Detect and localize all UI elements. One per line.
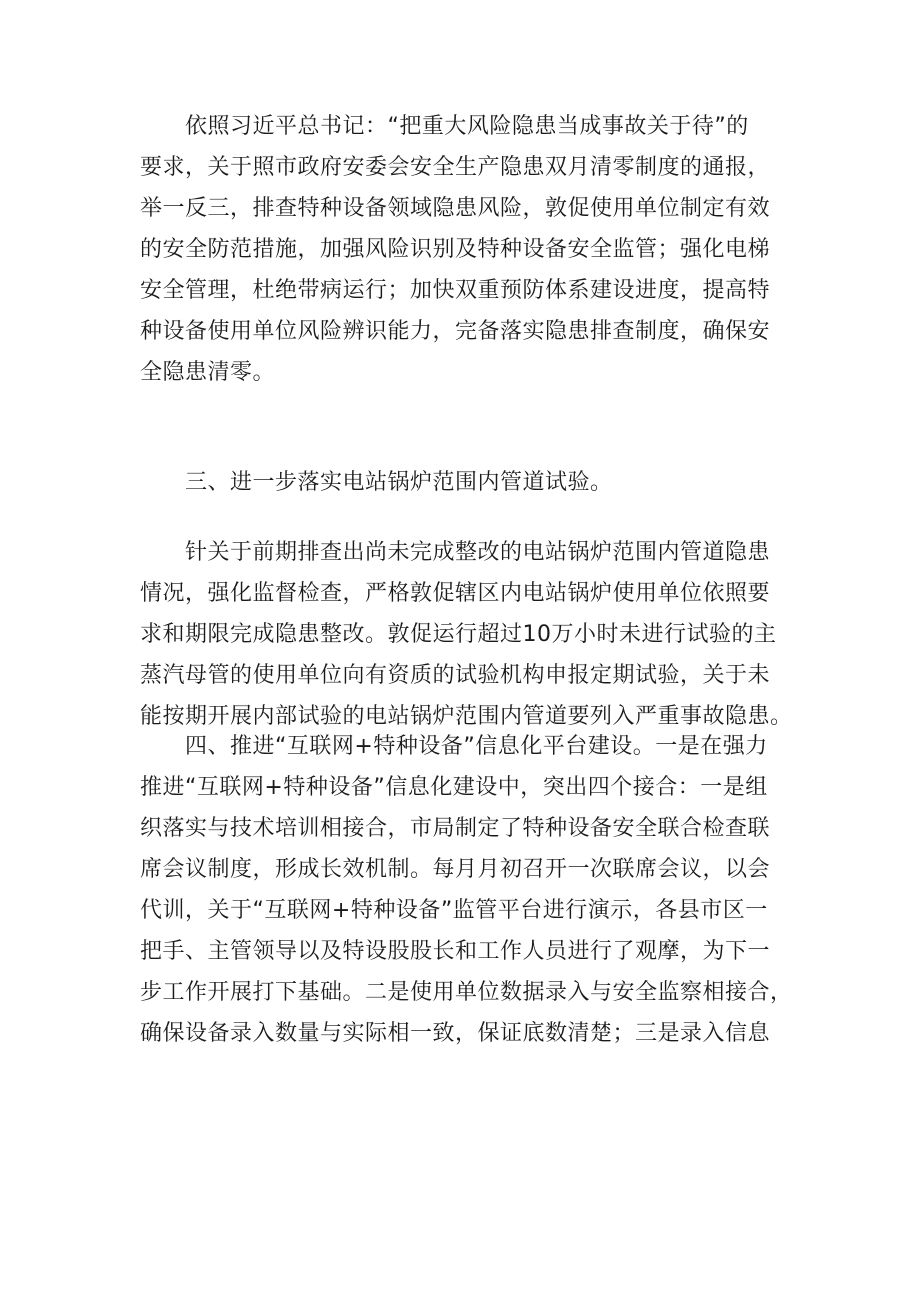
text-line: 情况，强化监督检查，严格敦促辖区内电站锅炉使用单位依照要 xyxy=(140,581,771,606)
text-line: 能按期开展内部试验的电站锅炉范围内管道要列入严重事故隐患。 xyxy=(140,704,793,729)
text-line: 求和期限完成隐患整改。敦促运行超过10万小时未进行试验的主 xyxy=(140,622,777,647)
paragraph-risk-hazard-clearing xyxy=(140,106,800,393)
text-line: 把手、主管领导以及特设股股长和工作人员进行了观摩，为下一 xyxy=(140,939,771,964)
text-line: 推进“互联网+特种设备”信息化建设中，突出四个接合：一是组 xyxy=(140,775,768,800)
text-line: 举一反三，排查特种设备领域隐患风险，敦促使用单位制定有效 xyxy=(140,196,771,221)
text-line: 席会议制度，形成长效机制。每月月初召开一次联席会议，以会 xyxy=(140,857,771,882)
text-line: 织落实与技术培训相接合，市局制定了特种设备安全联合检查联 xyxy=(140,816,771,841)
section-heading-three xyxy=(140,462,800,503)
text-line: 全隐患清零。 xyxy=(140,360,276,385)
text-line: 蒸汽母管的使用单位向有资质的试验机构申报定期试验，关于未 xyxy=(140,663,771,688)
paragraph-internet-platform xyxy=(140,726,800,1054)
text-line: 的安全防范措施，加强风险识别及特种设备安全监管；强化电梯 xyxy=(140,237,771,262)
text-line: 要求，关于照市政府安委会安全生产隐患双月清零制度的通报， xyxy=(140,155,771,180)
heading-line: 三、进一步落实电站锅炉范围内管道试验。 xyxy=(140,470,613,495)
text-line: 依照习近平总书记：“把重大风险隐患当成事故关于待”的 xyxy=(140,114,749,139)
text-line: 确保设备录入数量与实际相一致，保证底数清楚；三是录入信息 xyxy=(140,1021,771,1046)
text-line: 步工作开展打下基础。二是使用单位数据录入与安全监察相接合， xyxy=(140,980,793,1005)
text-line: 种设备使用单位风险辨识能力，完备落实隐患排查制度，确保安 xyxy=(140,319,771,344)
text-line: 四、推进“互联网+特种设备”信息化平台建设。一是在强力 xyxy=(140,734,768,759)
text-line: 代训，关于“互联网+特种设备”监管平台进行演示，各县市区一 xyxy=(140,898,768,923)
paragraph-boiler-pipeline xyxy=(140,532,800,737)
text-line: 安全管理，杜绝带病运行；加快双重预防体系建设进度，提高特 xyxy=(140,278,771,303)
text-line: 针关于前期排查出尚未完成整改的电站锅炉范围内管道隐患 xyxy=(140,540,771,565)
